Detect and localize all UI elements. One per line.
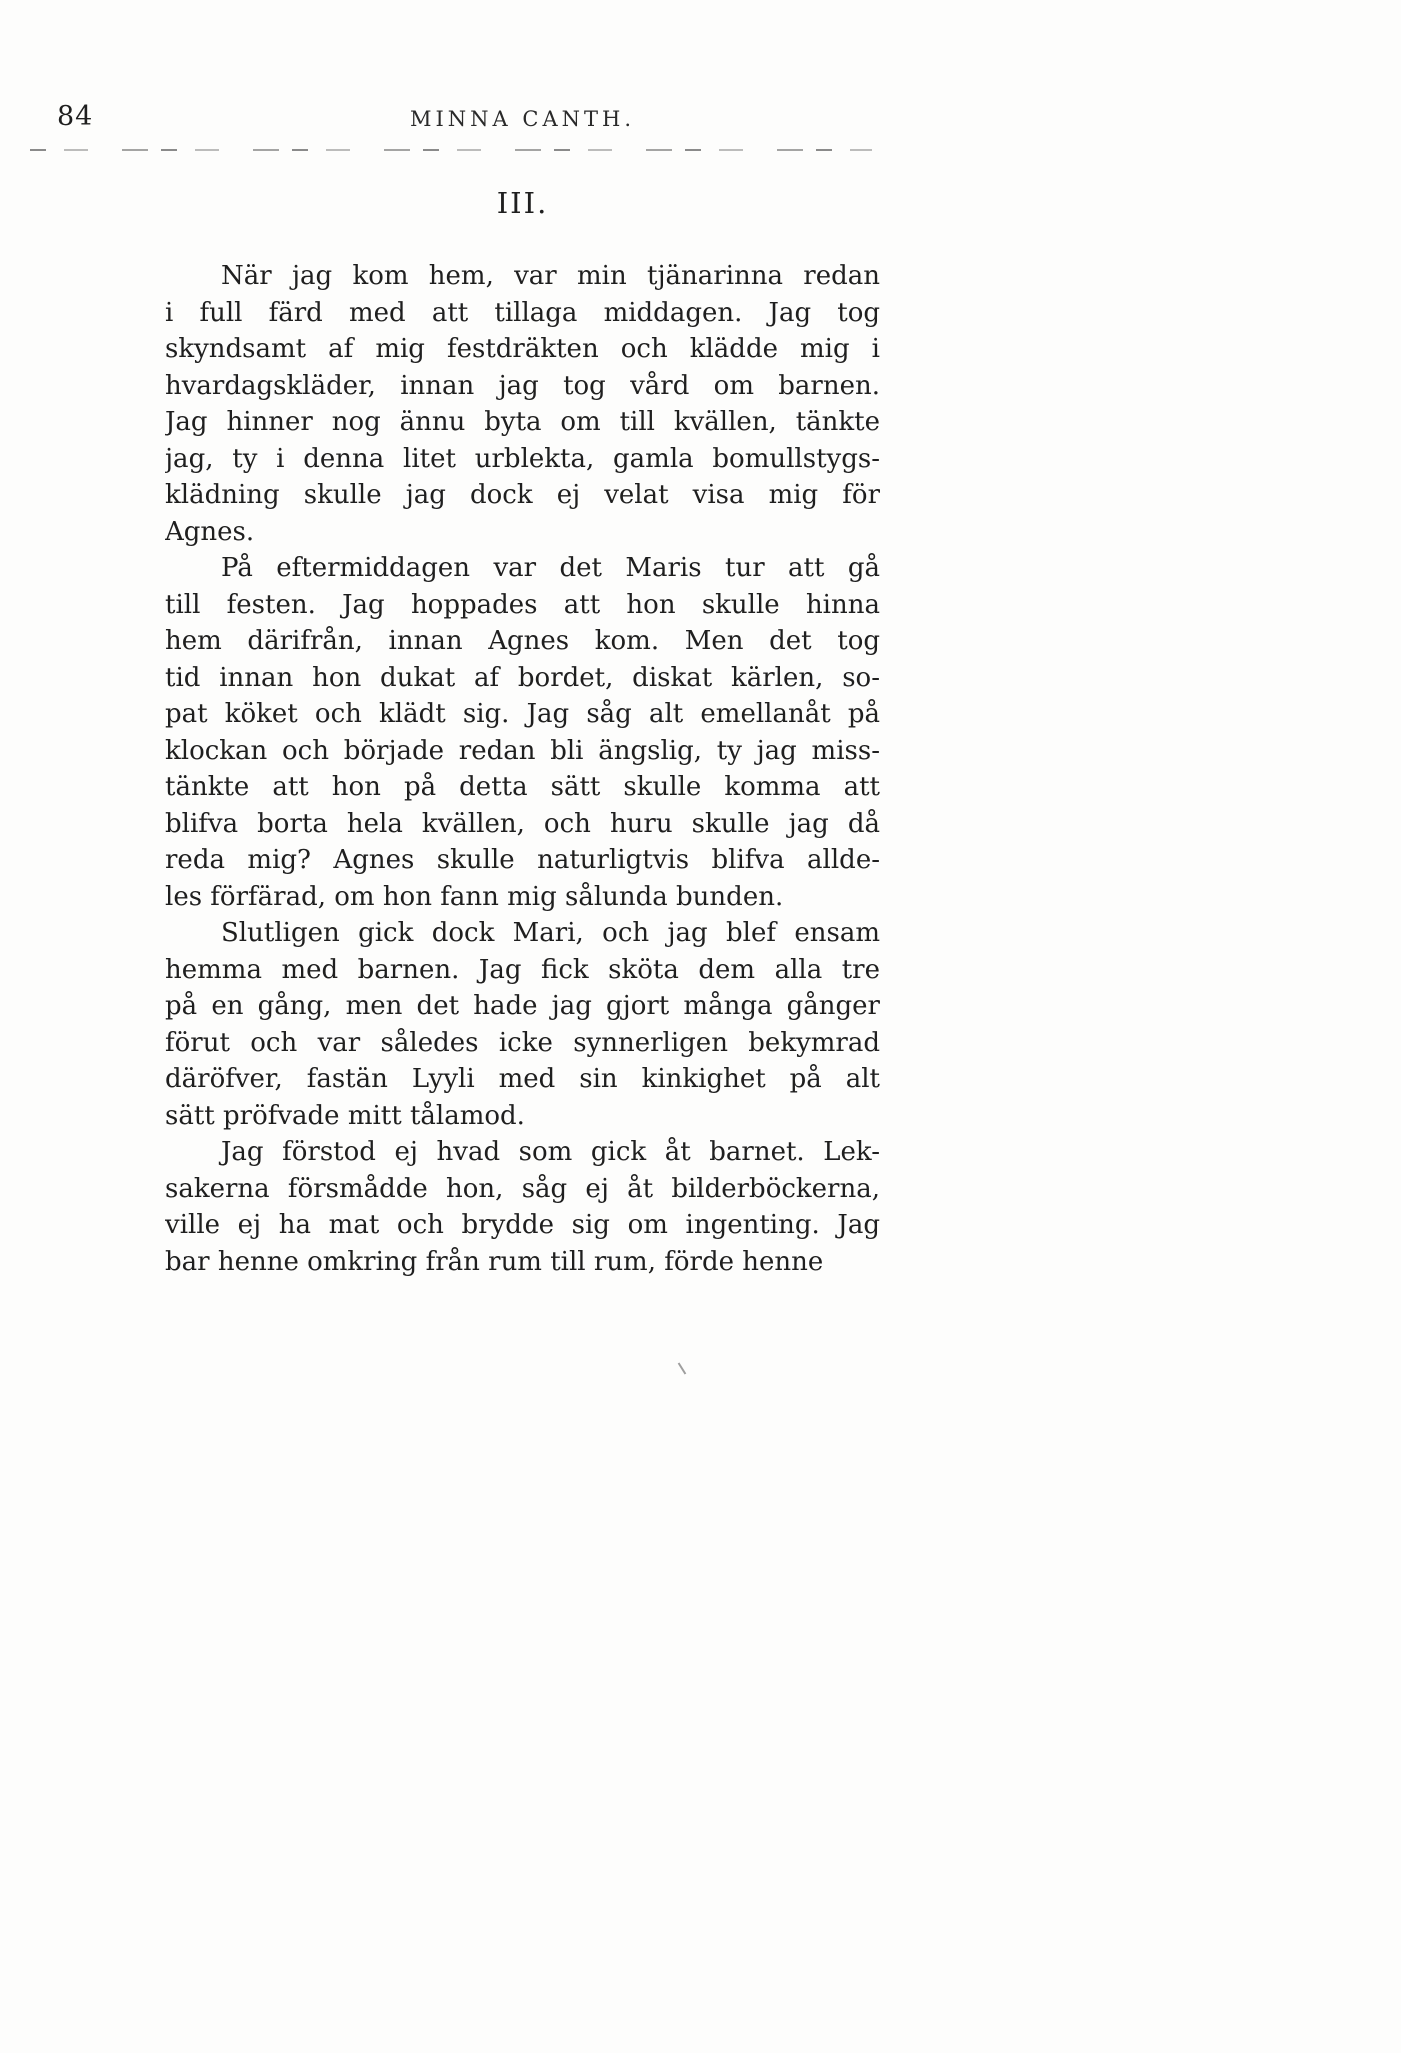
text-line: på en gång, men det hade jag gjort många gånger [165, 991, 880, 1021]
text-line: skyndsamt af mig festdräkten och klädde mig i [165, 334, 880, 364]
text-line: reda mig? Agnes skulle naturligtvis blifva allde- [165, 845, 880, 875]
text-line: les förfärad, om hon fann mig sålunda bunden. [165, 881, 784, 912]
header-rule [30, 149, 872, 151]
text-line: Jag förstod ej hvad som gick åt barnet. Lek- [221, 1137, 880, 1167]
scan-artifact [678, 1362, 687, 1374]
text-line: i full färd med att tillaga middagen. Jag tog [165, 297, 880, 328]
text-line: Agnes. [165, 516, 255, 547]
text-line: hemma med barnen. Jag fick sköta dem alla tre [165, 954, 880, 985]
page-number: 84 [57, 101, 94, 132]
text-line: klockan och började redan bli ängslig, ty jag miss- [165, 735, 880, 766]
text-block [165, 258, 880, 1280]
text-line: tänkte att hon på detta sätt skulle komma att [165, 772, 880, 802]
text-line: klädning skulle jag dock ej velat visa mig för [165, 480, 880, 510]
text-line: sätt pröfvade mitt tålamod. [165, 1100, 525, 1131]
paragraph [165, 915, 880, 1134]
text-line: blifva borta hela kvällen, och huru skulle jag då [165, 808, 880, 839]
paragraph [165, 1134, 880, 1280]
chapter-heading: III. [496, 186, 549, 220]
text-line: bar henne omkring från rum till rum, förde henne [165, 1246, 824, 1277]
text-line: hvardagskläder, innan jag tog vård om barnen. [165, 370, 880, 401]
text-line: jag, ty i denna litet urblekta, gamla bomullstygs- [165, 443, 880, 474]
paragraph [165, 550, 880, 915]
text-line: däröfver, fastän Lyyli med sin kinkighet på alt [165, 1064, 880, 1094]
text-line: Slutligen gick dock Mari, och jag blef ensam [221, 918, 880, 948]
text-line: förut och var således icke synnerligen bekymrad [165, 1027, 880, 1058]
text-line: tid innan hon dukat af bordet, diskat kärlen, so- [165, 662, 880, 693]
text-line: till festen. Jag hoppades att hon skulle hinna [165, 589, 880, 620]
text-line: När jag kom hem, var min tjänarinna redan [221, 261, 880, 291]
text-line: hem därifrån, innan Agnes kom. Men det tog [165, 626, 880, 656]
running-header: MINNA CANTH. [410, 107, 635, 131]
text-line: Jag hinner nog ännu byta om till kvällen, tänkte [165, 407, 880, 437]
text-line: ville ej ha mat och brydde sig om ingenting. Jag [165, 1210, 880, 1240]
text-line: sakerna försmådde hon, såg ej åt bilderböckerna, [165, 1173, 880, 1204]
paragraph [165, 258, 880, 550]
text-line: pat köket och klädt sig. Jag såg alt emellanåt på [165, 699, 880, 729]
text-line: På eftermiddagen var det Maris tur att gå [221, 553, 880, 583]
